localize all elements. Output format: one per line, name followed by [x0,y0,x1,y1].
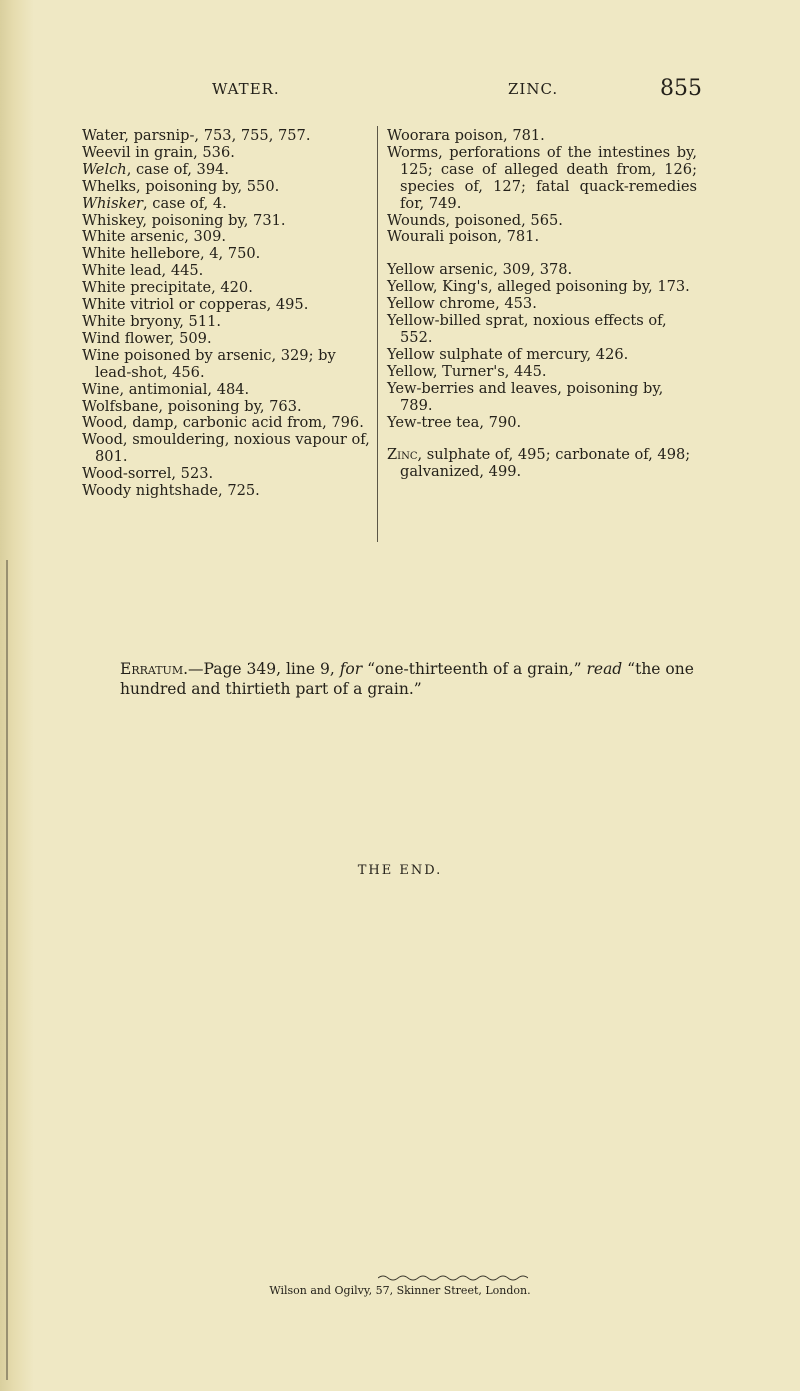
index-entry-text: White arsenic, 309. [82,228,227,246]
index-entry-text: Woody nightshade, 725. [82,482,260,500]
index-entry [82,432,372,466]
index-entry-term: Whisker [82,194,144,212]
index-entry-text: Weevil in grain, 536. [82,143,235,161]
index-entry-text: Wine poisoned by arsenic, 329; by lead-shot, 456. [82,346,336,381]
index-entry [82,348,372,382]
index-entry-text: , case of, 4. [143,194,227,212]
index-entry [387,279,697,296]
index-entry-text: Water, parsnip-, 753, 755, 757. [82,127,311,144]
index-entry-text: Wourali poison, 781. [387,228,540,246]
index-entry-text: Yellow arsenic, 309, 378. [387,261,573,279]
printer-imprint: Wilson and Ogilvy, 57, Skinner Street, London. [269,1284,531,1297]
index-entry [82,145,372,162]
index-entry-text: White hellebore, 4, 750. [82,245,261,263]
index-entry-term: Zinc [387,446,418,464]
index-column-left [82,128,372,500]
index-entry [82,314,372,331]
index-entry-text: Wolfsbane, poisoning by, 763. [82,397,302,415]
entry-gap [387,246,697,262]
index-entry [387,347,697,364]
index-entry [82,263,372,280]
index-entry [82,128,372,145]
index-entry-text: Yellow sulphate of mercury, 426. [387,345,629,363]
index-entry-text: Wood, smouldering, noxious vapour of, 801. [82,431,370,466]
index-entry-text: , sulphate of, 495; carbonate of, 498; galvanized, 499. [400,446,691,481]
page-number: 855 [660,76,702,101]
index-entry-text: Worms, perforations of the intestines by, 125; case of alleged death from, 126; species of, 127; fatal quack-remedies for, 749. [387,143,697,212]
index-entry-text: , case of, 394. [126,160,230,178]
index-entry-text: Wine, antimonial, 484. [82,380,250,398]
index-entry-text: Woorara poison, 781. [387,127,545,144]
index-entry [387,364,697,381]
index-entry-text: Yellow, King's, alleged poisoning by, 173. [387,278,690,296]
index-entry [387,313,697,347]
index-entry-text: White bryony, 511. [82,312,222,330]
running-head-center: ZINC. [508,80,559,98]
index-entry-text: Yellow, Turner's, 445. [387,362,547,380]
index-entry [82,331,372,348]
index-entry [82,399,372,416]
index-entry-text: Yew-tree tea, 790. [387,413,522,431]
index-entry-text: Yellow chrome, 453. [387,295,537,313]
column-divider [377,126,378,542]
erratum-note [120,660,740,699]
erratum-text-2: “one-thirteenth of a grain,” [362,660,587,678]
index-entry-text: Yellow-billed sprat, noxious effects of, 552. [387,312,667,346]
erratum-for: for [339,660,363,678]
index-entry [82,280,372,297]
index-entry [387,145,697,213]
index-entry-text: White vitriol or copperas, 495. [82,296,309,314]
index-entry [82,162,372,179]
index-entry-text: Wood-sorrel, 523. [82,465,214,483]
index-entry-text: Wind flower, 509. [82,329,212,347]
erratum-label: Erratum. [120,660,189,678]
index-entry [387,229,697,246]
index-entry-text: White lead, 445. [82,262,204,280]
gutter-shadow-line [6,560,8,1380]
index-entry [82,466,372,483]
erratum-read: read [586,660,623,678]
index-entry-text: Whelks, poisoning by, 550. [82,177,280,195]
index-column-right [387,128,697,481]
index-entry-text: Whiskey, poisoning by, 731. [82,211,286,229]
index-entry-text: Yew-berries and leaves, poisoning by, 789. [387,379,664,414]
index-entry [387,415,697,432]
index-entry [82,179,372,196]
index-entry [82,229,372,246]
index-entry [82,213,372,230]
index-entry [82,483,372,500]
index-entry [82,297,372,314]
index-entry [82,382,372,399]
entry-gap [387,431,697,447]
erratum-text-1: Page 349, line 9, [203,660,340,678]
index-entry [387,381,697,415]
index-entry [387,213,697,230]
index-entry [387,128,697,145]
erratum-dash: — [188,660,204,678]
index-entry-text: Wounds, poisoned, 565. [387,211,563,229]
index-entry-text: White precipitate, 420. [82,279,253,297]
index-entry [387,296,697,313]
index-entry [82,196,372,213]
the-end: THE END. [357,863,443,878]
index-entry-term: Welch [82,160,127,178]
index-entry [387,262,697,279]
index-entry [387,447,697,481]
running-head-left: WATER. [212,80,280,98]
index-entry [82,415,372,432]
index-entry [82,246,372,263]
index-entry-text: Wood, damp, carbonic acid from, 796. [82,414,364,432]
wavy-rule-ornament [378,1274,528,1282]
erratum-text-3: “the one hundred and thirtieth part of a grain.” [120,660,694,698]
